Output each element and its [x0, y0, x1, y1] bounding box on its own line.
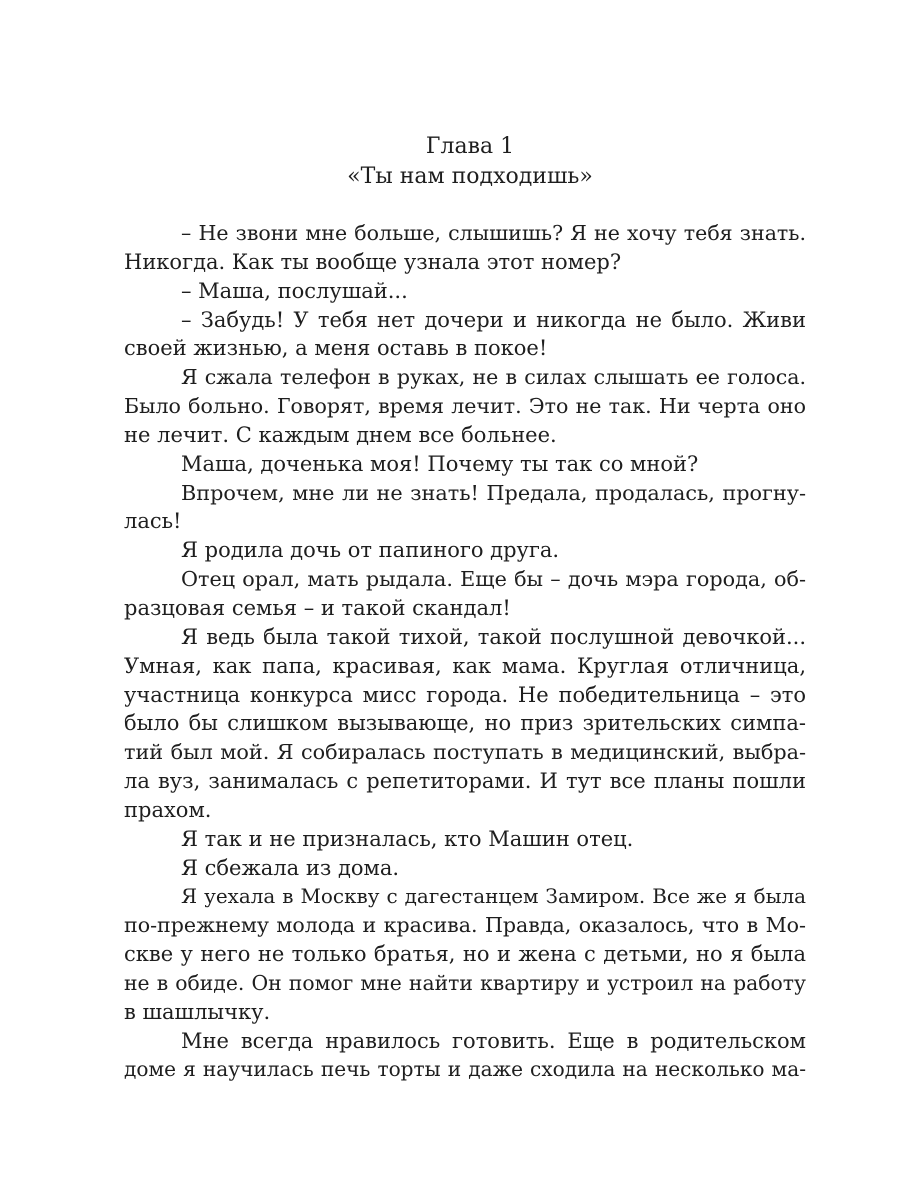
- text-line: разцовая семья – и такой скандал!: [124, 595, 511, 620]
- text-line: Маша, доченька моя! Почему ты так со мной?: [181, 451, 699, 476]
- body-text: [124, 219, 806, 1084]
- text-line: Мне всегда нравилось готовить. Еще в родительском: [181, 1028, 806, 1053]
- chapter-title: «Ты нам подходишь»: [347, 164, 593, 189]
- text-line: ла вуз, занималась с репетиторами. И тут все планы пошли: [124, 769, 806, 794]
- text-line: было бы слишком вызывающе, но приз зрительских симпа-: [124, 711, 806, 736]
- text-line: Я так и не призналась, кто Машин отец.: [181, 826, 634, 851]
- text-line: по-прежнему молода и красива. Правда, оказалось, что в Мо-: [124, 913, 806, 938]
- text-line: участница конкурса мисс города. Не победительница – это: [124, 682, 806, 707]
- text-line: Никогда. Как ты вообще узнала этот номер?: [124, 249, 622, 274]
- text-line: Умная, как папа, красивая, как мама. Круглая отличница,: [124, 653, 806, 678]
- text-line: не лечит. С каждым днем все больнее.: [124, 422, 557, 447]
- text-line: своей жизнью, а меня оставь в покое!: [124, 336, 548, 361]
- text-line: Я сбежала из дома.: [181, 855, 400, 880]
- text-line: – Забудь! У тебя нет дочери и никогда не было. Живи: [181, 307, 806, 332]
- text-line: Я уехала в Москву с дагестанцем Замиром. Все же я была: [181, 884, 806, 909]
- text-line: не в обиде. Он помог мне найти квартиру и устроил на работу: [124, 970, 806, 995]
- text-line: Впрочем, мне ли не знать! Предала, продалась, прогну-: [181, 480, 806, 505]
- text-line: лась!: [124, 509, 182, 534]
- text-line: Я ведь была такой тихой, такой послушной девочкой...: [181, 624, 806, 649]
- text-line: Я сжала телефон в руках, не в силах слышать ее голоса.: [181, 365, 806, 390]
- chapter-number: Глава 1: [425, 134, 515, 159]
- text-line: Было больно. Говорят, время лечит. Это не так. Ни черта оно: [124, 394, 806, 419]
- text-line: Отец орал, мать рыдала. Еще бы – дочь мэра города, об-: [181, 567, 806, 592]
- text-line: – Маша, послушай...: [181, 278, 408, 303]
- text-line: прахом.: [124, 797, 212, 822]
- text-line: скве у него не только братья, но и жена с детьми, но я была: [124, 942, 806, 967]
- text-line: – Не звони мне больше, слышишь? Я не хочу тебя знать.: [181, 221, 806, 245]
- text-line: в шашлычку.: [124, 999, 271, 1024]
- chapter-heading: [0, 132, 900, 192]
- text-line: тий был мой. Я собиралась поступать в медицинский, выбра-: [124, 740, 806, 765]
- text-line: доме я научилась печь торты и даже сходила на несколько ма-: [124, 1057, 806, 1082]
- text-line: Я родила дочь от папиного друга.: [181, 538, 560, 563]
